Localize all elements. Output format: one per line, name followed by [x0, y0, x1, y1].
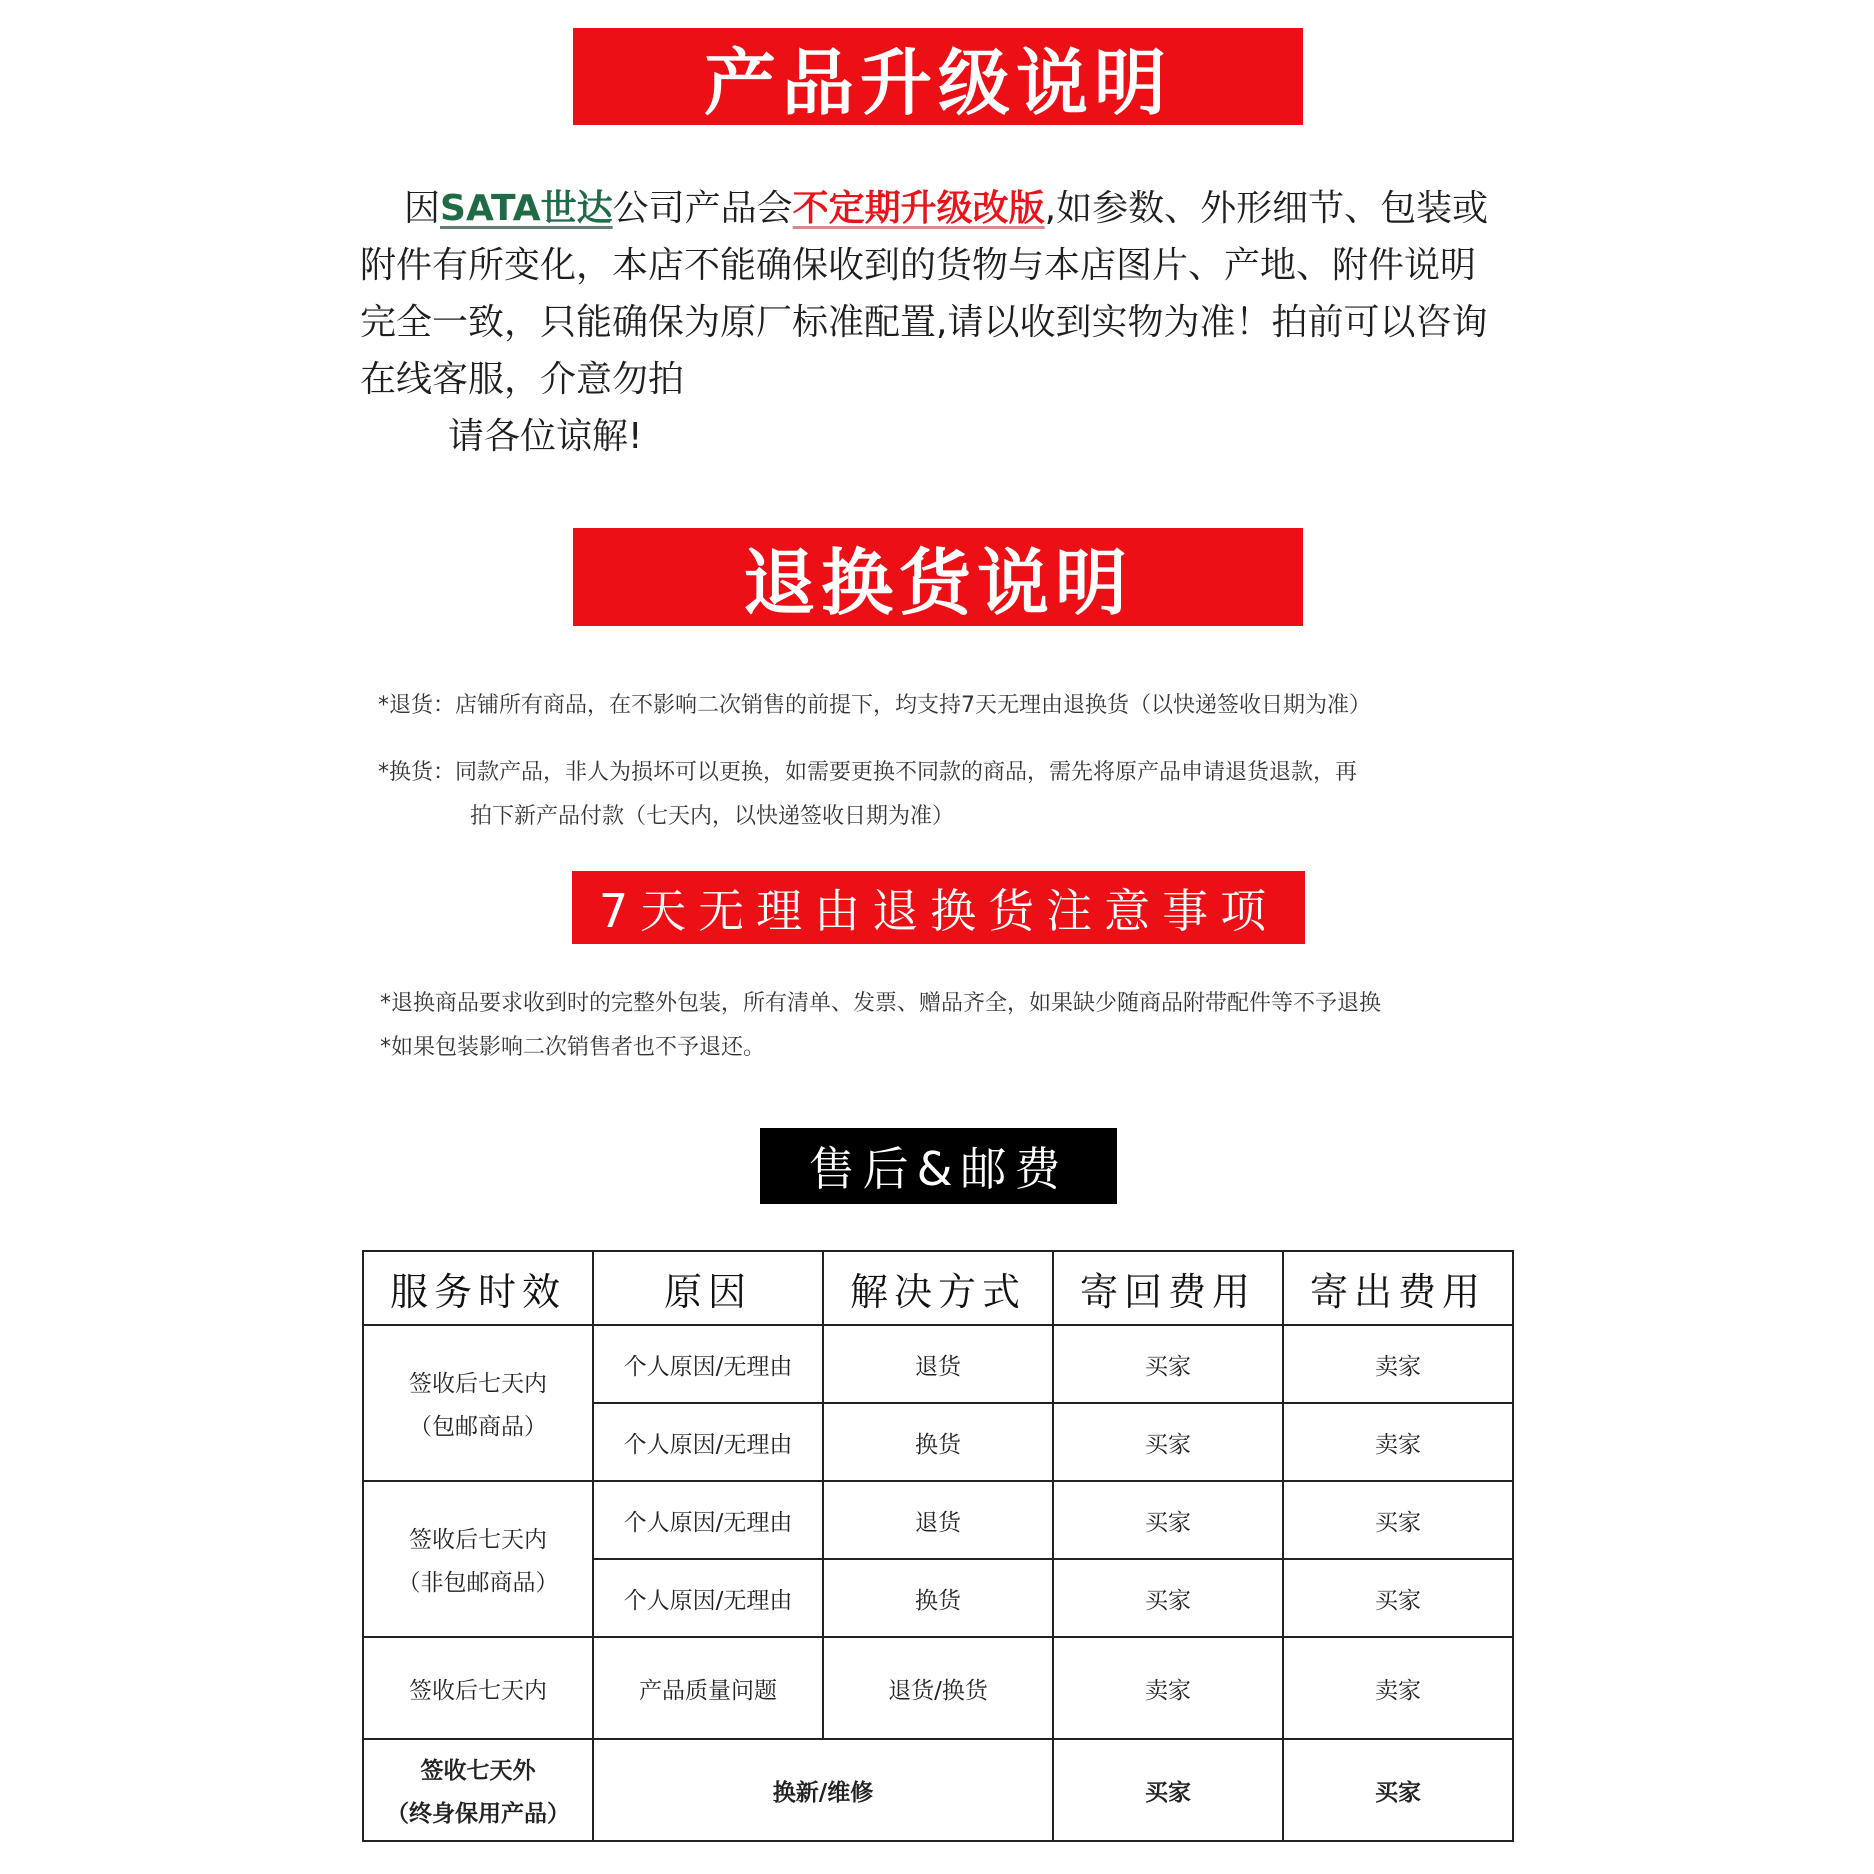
table-row: [363, 1325, 1513, 1403]
period-cell: 签收后七天内 （非包邮商品）: [363, 1481, 593, 1637]
header-service-period: 服务时效: [363, 1251, 593, 1325]
upgrade-title-banner: [573, 28, 1303, 125]
period-cell: 签收后七天内: [363, 1637, 593, 1739]
period-cell: 签收七天外 （终身保用产品）: [363, 1739, 593, 1841]
return-fee-cell: 买家: [1053, 1325, 1283, 1403]
return-fee-cell: 买家: [1053, 1559, 1283, 1637]
table-row: [363, 1481, 1513, 1559]
reason-cell: 个人原因/无理由: [593, 1325, 823, 1403]
reason-cell: 个人原因/无理由: [593, 1481, 823, 1559]
return-title: 退换货说明: [742, 541, 1133, 625]
upgrade-line-3: 完全一致，只能确保为原厂标准配置,请以收到实物为准！拍前可以咨询: [360, 302, 1488, 343]
solution-cell: 退货: [823, 1325, 1053, 1403]
reason-cell: 产品质量问题: [593, 1637, 823, 1739]
table-header-row: [363, 1251, 1513, 1325]
header-solution: 解决方式: [823, 1251, 1053, 1325]
exchange-note-line-1: *换货：同款产品，非人为损坏可以更换，如需要更换不同款的商品，需先将原产品申请退货退款，再: [378, 760, 1358, 785]
solution-cell: 退货: [823, 1481, 1053, 1559]
return-title-banner: [573, 528, 1303, 626]
upgrade-paragraph: [360, 180, 1530, 465]
header-send-fee: 寄出费用: [1283, 1251, 1513, 1325]
after-sales-table: [362, 1250, 1514, 1842]
return-fee-cell: 买家: [1053, 1403, 1283, 1481]
seven-day-note-2: *如果包装影响二次销售者也不予退还。: [380, 1035, 766, 1060]
seven-day-title-banner: [572, 871, 1305, 944]
period-cell: 签收后七天内 （包邮商品）: [363, 1325, 593, 1481]
solution-cell: 换货: [823, 1403, 1053, 1481]
table-row: [363, 1739, 1513, 1841]
send-fee-cell: 买家: [1283, 1559, 1513, 1637]
header-return-fee: 寄回费用: [1053, 1251, 1283, 1325]
after-sales-title-banner: [760, 1128, 1117, 1204]
solution-cell: 退货/换货: [823, 1637, 1053, 1739]
solution-cell: 换货: [823, 1559, 1053, 1637]
upgrade-line-2: 附件有所变化，本店不能确保收到的货物与本店图片、产地、附件说明: [360, 245, 1477, 286]
table-row: [363, 1637, 1513, 1739]
send-fee-cell: 卖家: [1283, 1325, 1513, 1403]
exchange-note-line-2: 拍下新产品付款（七天内，以快递签收日期为准）: [470, 804, 955, 829]
return-fee-cell: 买家: [1053, 1739, 1283, 1841]
send-fee-cell: 卖家: [1283, 1403, 1513, 1481]
upgrade-line-1: 因SATA世达公司产品会不定期升级改版,如参数、外形细节、包装或: [404, 188, 1489, 229]
send-fee-cell: 买家: [1283, 1481, 1513, 1559]
upgrade-line-5: 请各位谅解!: [448, 416, 643, 457]
seven-day-title: 7天无理由退换货注意事项: [598, 883, 1279, 938]
return-fee-cell: 卖家: [1053, 1637, 1283, 1739]
seven-day-note-1: *退换商品要求收到时的完整外包装，所有清单、发票、赠品齐全，如果缺少随商品附带配件等不予退换: [380, 991, 1382, 1016]
send-fee-cell: 买家: [1283, 1739, 1513, 1841]
reason-solution-cell: 换新/维修: [593, 1739, 1053, 1841]
reason-cell: 个人原因/无理由: [593, 1559, 823, 1637]
return-fee-cell: 买家: [1053, 1481, 1283, 1559]
upgrade-emphasis: 不定期升级改版: [792, 188, 1045, 229]
after-sales-title: 售后&邮费: [808, 1142, 1069, 1196]
upgrade-title: 产品升级说明: [703, 40, 1172, 125]
reason-cell: 个人原因/无理由: [593, 1403, 823, 1481]
brand-name: SATA世达: [440, 188, 613, 229]
upgrade-line-4: 在线客服，介意勿拍: [360, 359, 685, 400]
return-note: *退货：店铺所有商品，在不影响二次销售的前提下，均支持7天无理由退换货（以快递签收日期为准）: [378, 693, 1372, 718]
header-reason: 原因: [593, 1251, 823, 1325]
send-fee-cell: 卖家: [1283, 1637, 1513, 1739]
